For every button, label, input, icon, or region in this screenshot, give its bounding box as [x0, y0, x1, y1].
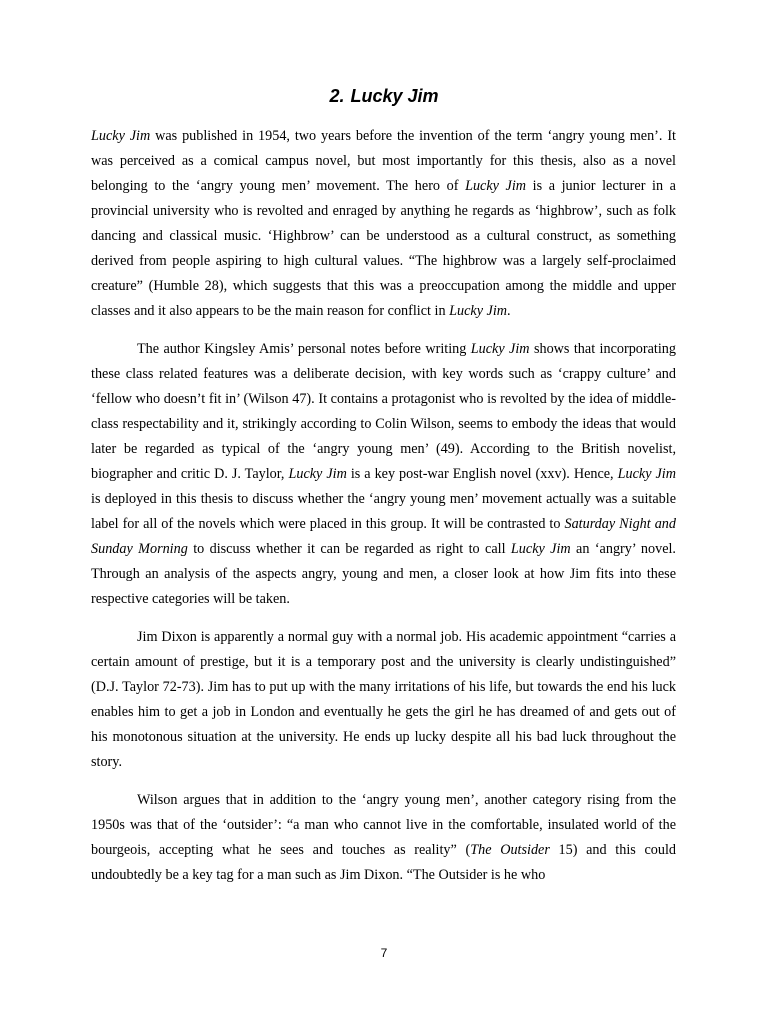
text-run: is a key post-war English novel (xxv). Hence,	[346, 466, 618, 482]
italic-title-run: Lucky Jim	[91, 128, 151, 144]
italic-title-run: Lucky Jim	[617, 466, 676, 482]
italic-title-run: Lucky Jim	[449, 303, 508, 319]
text-run: 15) and this could undoubtedly be a key tag for a man such as Jim Dixon. “The Outsider is he who	[91, 842, 676, 883]
text-run: Jim Dixon is apparently a normal guy with a normal job. His academic appointment “carries a certain amount of prestige, but it is a temporary post and the university is clearly undistinguished” (D.J. Taylor 72-73). Jim has to put up with the many irritations of his life, but towards the end his luck enables him to get a job in London and eventually he gets the girl he has dreamed of and gets out of his monotonous situation at the university. He ends up lucky despite all his bad luck throughout the story.	[91, 629, 676, 770]
text-run: is a junior lecturer in a provincial university who is revolted and enraged by anything he regards as ‘highbrow’, such as folk dancing and classical music. ‘Highbrow’ can be understood as a cultural construct, as something derived from people aspiring to high cultural values. “The highbrow was a largely self-proclaimed creature” (Humble 28), which suggests that this was a preoccupation among the middle and upper classes and it also appears to be the main reason for conflict in	[91, 178, 676, 319]
italic-title-run: Lucky Jim	[470, 341, 530, 357]
text-run: The author Kingsley Amis’ personal notes before writing	[137, 341, 471, 357]
body-text	[91, 124, 676, 901]
italic-title-run: Lucky Jim	[465, 178, 527, 194]
paragraph-1	[91, 124, 676, 324]
text-run: to discuss whether it can be regarded as right to call	[187, 541, 511, 557]
italic-title-run: Lucky Jim	[288, 466, 347, 482]
text-run: is deployed in this thesis to discuss whether the ‘angry young men’ movement actually was a suitable label for all of the novels which were placed in this group. It will be contrasted to	[91, 491, 676, 532]
text-run: shows that incorporating these class related features was a deliberate decision, with key words such as ‘crappy culture’ and ‘fellow who doesn’t fit in’ (Wilson 47). It contains a protagonist who is revolted by the idea of middle-class respectability and it, strikingly according to Colin Wilson, seems to embody the ideas that would later be regarded as typical of the ‘angry young men’ (49). According to the British novelist, biographer and critic D. J. Taylor,	[91, 341, 676, 482]
italic-title-run: Saturday Night and Sunday Morning	[91, 516, 676, 557]
text-run: .	[507, 303, 511, 319]
paragraph-4	[91, 788, 676, 888]
section-heading	[0, 84, 768, 108]
paragraph-3	[91, 625, 676, 775]
text-run: an ‘angry’ novel. Through an analysis of the aspects angry, young and men, a closer look at how Jim fits into these respective categories will be taken.	[91, 541, 676, 607]
italic-title-run: The Outsider	[470, 842, 550, 858]
section-number: 2.	[329, 86, 345, 106]
section-title: Lucky Jim	[350, 86, 439, 106]
paragraph-2	[91, 337, 676, 612]
text-run: Wilson argues that in addition to the ‘angry young men’, another category rising from the 1950s was that of the ‘outsider’: “a man who cannot live in the comfortable, insulated world of the bourgeois, accepting what he sees and touches as reality” (	[91, 792, 676, 858]
text-run: was published in 1954, two years before the invention of the term ‘angry young men’. It was perceived as a comical campus novel, but most importantly for this thesis, also as a novel belonging to the ‘angry young men’ movement. The hero of	[91, 128, 676, 194]
page-number: 7	[380, 946, 388, 960]
italic-title-run: Lucky Jim	[510, 541, 571, 557]
